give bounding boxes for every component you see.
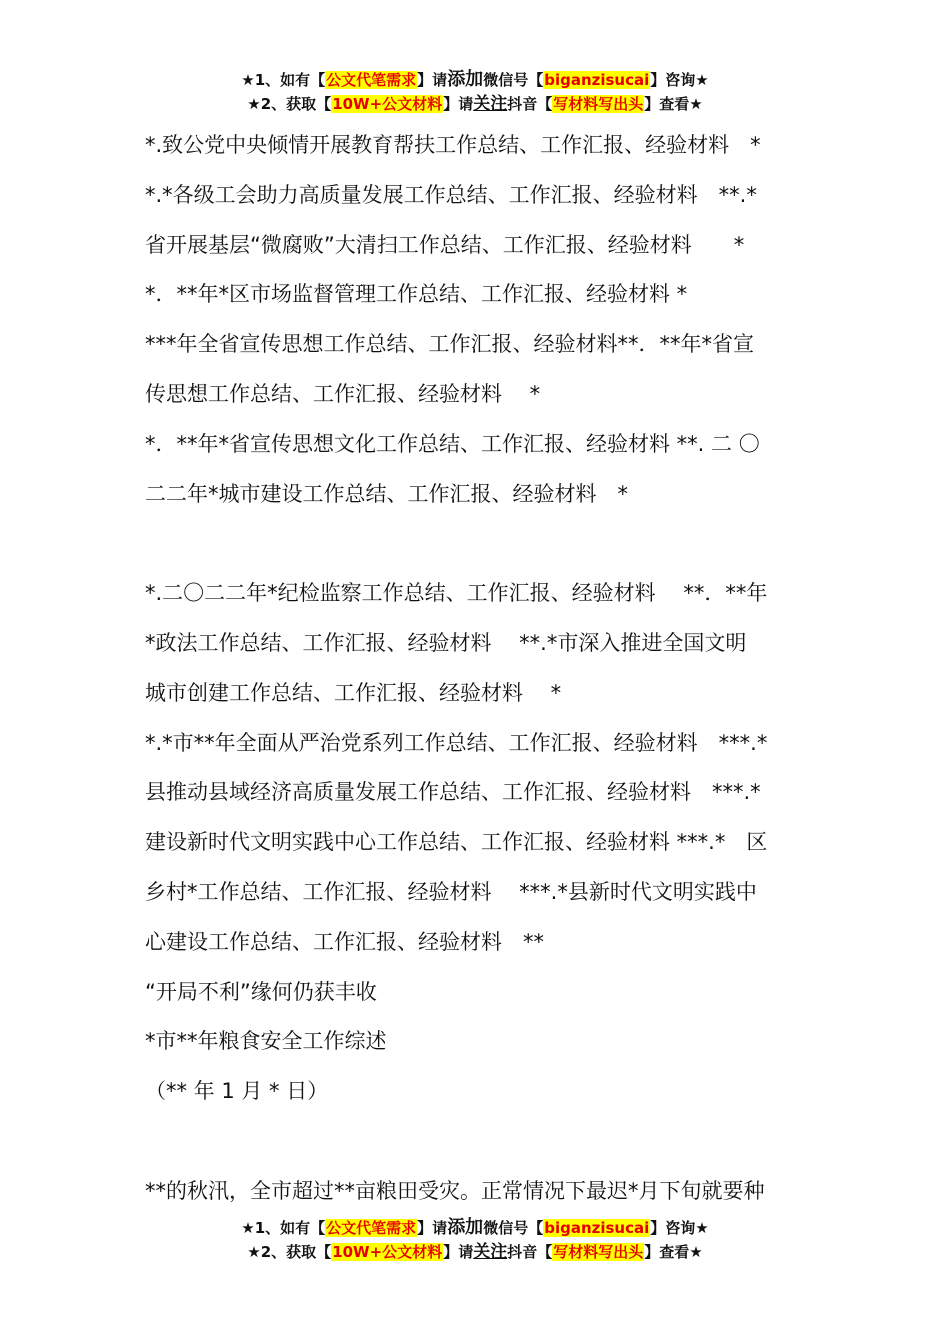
banner-text: 】查看★ [644, 95, 703, 113]
body-line: 建设新时代文明实践中心工作总结、工作汇报、经验材料 ***.* 区 [145, 830, 768, 855]
body-line: ***年全省宣传思想工作总结、工作汇报、经验材料**．**年*省宣 [145, 332, 754, 357]
banner-text: 】请 [443, 95, 474, 113]
banner-text: 】查看★ [644, 1243, 703, 1261]
banner-highlight: 写材料写出头 [553, 1243, 644, 1261]
banner-text: ★2、获取【 [247, 1243, 332, 1261]
body-line: 心建设工作总结、工作汇报、经验材料 ** [145, 929, 544, 954]
top-banner [0, 68, 950, 116]
banner-line-1 [0, 68, 950, 92]
banner-text: ★1、如有【 [241, 71, 326, 89]
body-line: 城市创建工作总结、工作汇报、经验材料 * [145, 680, 562, 705]
body-line: 传思想工作总结、工作汇报、经验材料 * [145, 381, 541, 406]
bottom-banner [0, 1216, 950, 1264]
banner-text: ★2、获取【 [247, 95, 332, 113]
banner-highlight: 10W+公文材料 [332, 95, 443, 113]
banner-text: 】咨询★ [650, 71, 709, 89]
banner-emphasis: 添加 [447, 1217, 484, 1238]
banner-text: 微信号【 [483, 71, 544, 89]
banner-emphasis: 添加 [447, 69, 484, 90]
banner-text: ★1、如有【 [241, 1219, 326, 1237]
body-line: *.致公党中央倾情开展教育帮扶工作总结、工作汇报、经验材料 * [145, 133, 761, 157]
banner-line-2 [0, 92, 950, 116]
blank-line [145, 1117, 810, 1167]
banner-text: 】请 [417, 71, 448, 89]
banner-text: 抖音【 [507, 95, 553, 113]
article-subtitle: *市**年粮食安全工作综述 [145, 1029, 387, 1054]
article-date: （** 年 1 月 * 日） [145, 1079, 329, 1104]
banner-text: 】请 [417, 1219, 448, 1237]
document-body [145, 121, 810, 1217]
body-line: *政法工作总结、工作汇报、经验材料 **.*市深入推进全国文明 [145, 630, 747, 655]
body-line: 县推动县域经济高质量发展工作总结、工作汇报、经验材料 ***.* [145, 780, 761, 805]
body-line: **的秋汛，全市超过**亩粮田受灾。正常情况下最迟*月下旬就要种 [145, 1178, 765, 1203]
banner-line-2 [0, 1240, 950, 1264]
banner-highlight: biganzisucai [544, 71, 650, 89]
article-title: “开局不利”缘何仍获丰收 [145, 979, 377, 1004]
banner-line-1 [0, 1216, 950, 1240]
body-line: *．**年*区市场监督管理工作总结、工作汇报、经验材料 * [145, 282, 688, 307]
banner-highlight: biganzisucai [544, 1219, 650, 1237]
banner-highlight: 写材料写出头 [553, 95, 644, 113]
banner-text: 微信号【 [483, 1219, 544, 1237]
banner-emphasis: 关注 [473, 94, 508, 114]
banner-highlight: 10W+公文材料 [332, 1243, 443, 1261]
body-line: 乡村*工作总结、工作汇报、经验材料 ***.*县新时代文明实践中 [145, 879, 757, 904]
body-line: *.*市**年全面从严治党系列工作总结、工作汇报、经验材料 ***.* [145, 730, 768, 755]
banner-text: 抖音【 [507, 1243, 553, 1261]
banner-highlight: 公文代笔需求 [326, 1219, 417, 1237]
banner-text: 】咨询★ [650, 1219, 709, 1237]
body-line: *.二〇二二年*纪检监察工作总结、工作汇报、经验材料 **．**年 [145, 581, 768, 606]
body-line: *.*各级工会助力高质量发展工作总结、工作汇报、经验材料 **.* [145, 182, 757, 207]
banner-text: 】请 [443, 1243, 474, 1261]
banner-emphasis: 关注 [473, 1242, 508, 1262]
blank-line [145, 519, 810, 569]
body-line: 省开展基层“微腐败”大清扫工作总结、工作汇报、经验材料 * [145, 232, 745, 257]
body-line: *．**年*省宣传思想文化工作总结、工作汇报、经验材料 **. 二 〇 [145, 431, 760, 456]
banner-highlight: 公文代笔需求 [326, 71, 417, 89]
body-line: 二二年*城市建设工作总结、工作汇报、经验材料 * [145, 481, 628, 506]
